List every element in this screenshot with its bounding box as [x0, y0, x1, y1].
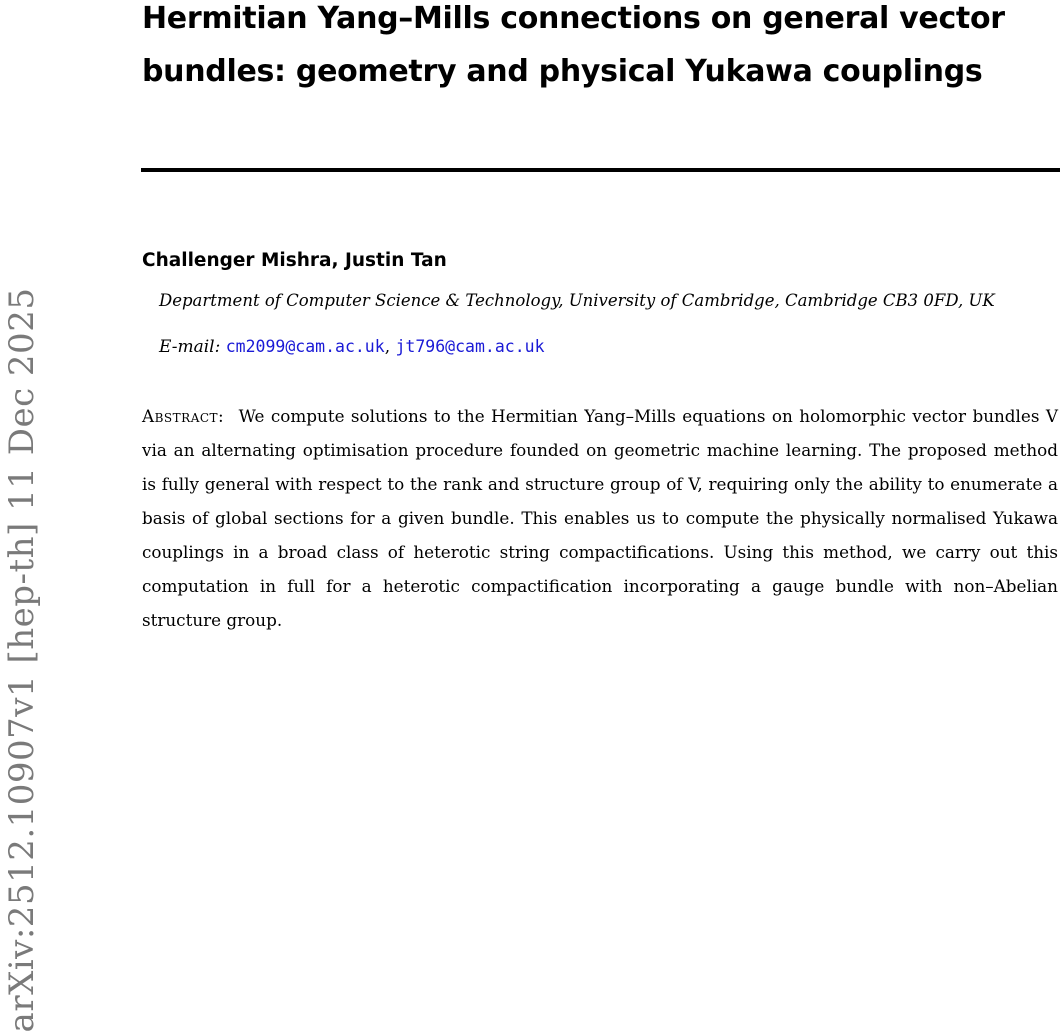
- abstract: [142, 399, 1058, 637]
- abstract-text: We compute solutions to the Hermitian Yang–Mills equations on holomorphic vector bundles V via an alternating optimisation procedure founded on geometric machine learning. The proposed method is fully general with respect to the rank and structure group of V, requiring only the ability to enumerate a basis of global sections for a given bundle. This enables us to compute the physically normalised Yukawa couplings in a broad class of heterotic string compactifications. Using this method, we carry out this computation in full for a heterotic compactification incorporating a gauge bundle with non–Abelian structure group.: [142, 406, 1059, 630]
- author-list: Challenger Mishra, Justin Tan: [142, 250, 447, 271]
- email-link-tan[interactable]: jt796@cam.ac.uk: [395, 337, 545, 356]
- email-line: [159, 337, 545, 357]
- email-separator: ,: [384, 337, 396, 357]
- title-divider: [141, 168, 1060, 172]
- affiliation: Department of Computer Science & Technology, University of Cambridge, Cambridge CB3 0FD, UK: [159, 291, 995, 310]
- abstract-label: Abstract:: [142, 406, 225, 426]
- email-link-mishra[interactable]: cm2099@cam.ac.uk: [225, 337, 385, 356]
- email-label: E-mail:: [159, 337, 221, 357]
- arxiv-stamp-text: arXiv:2512.10907v1 [hep-th] 11 Dec 2025: [2, 287, 42, 1032]
- paper-title: Hermitian Yang–Mills connections on general vector bundles: geometry and physical Yukawa couplings: [142, 1, 1005, 89]
- arxiv-identifier-stamp: [0, 0, 44, 1032]
